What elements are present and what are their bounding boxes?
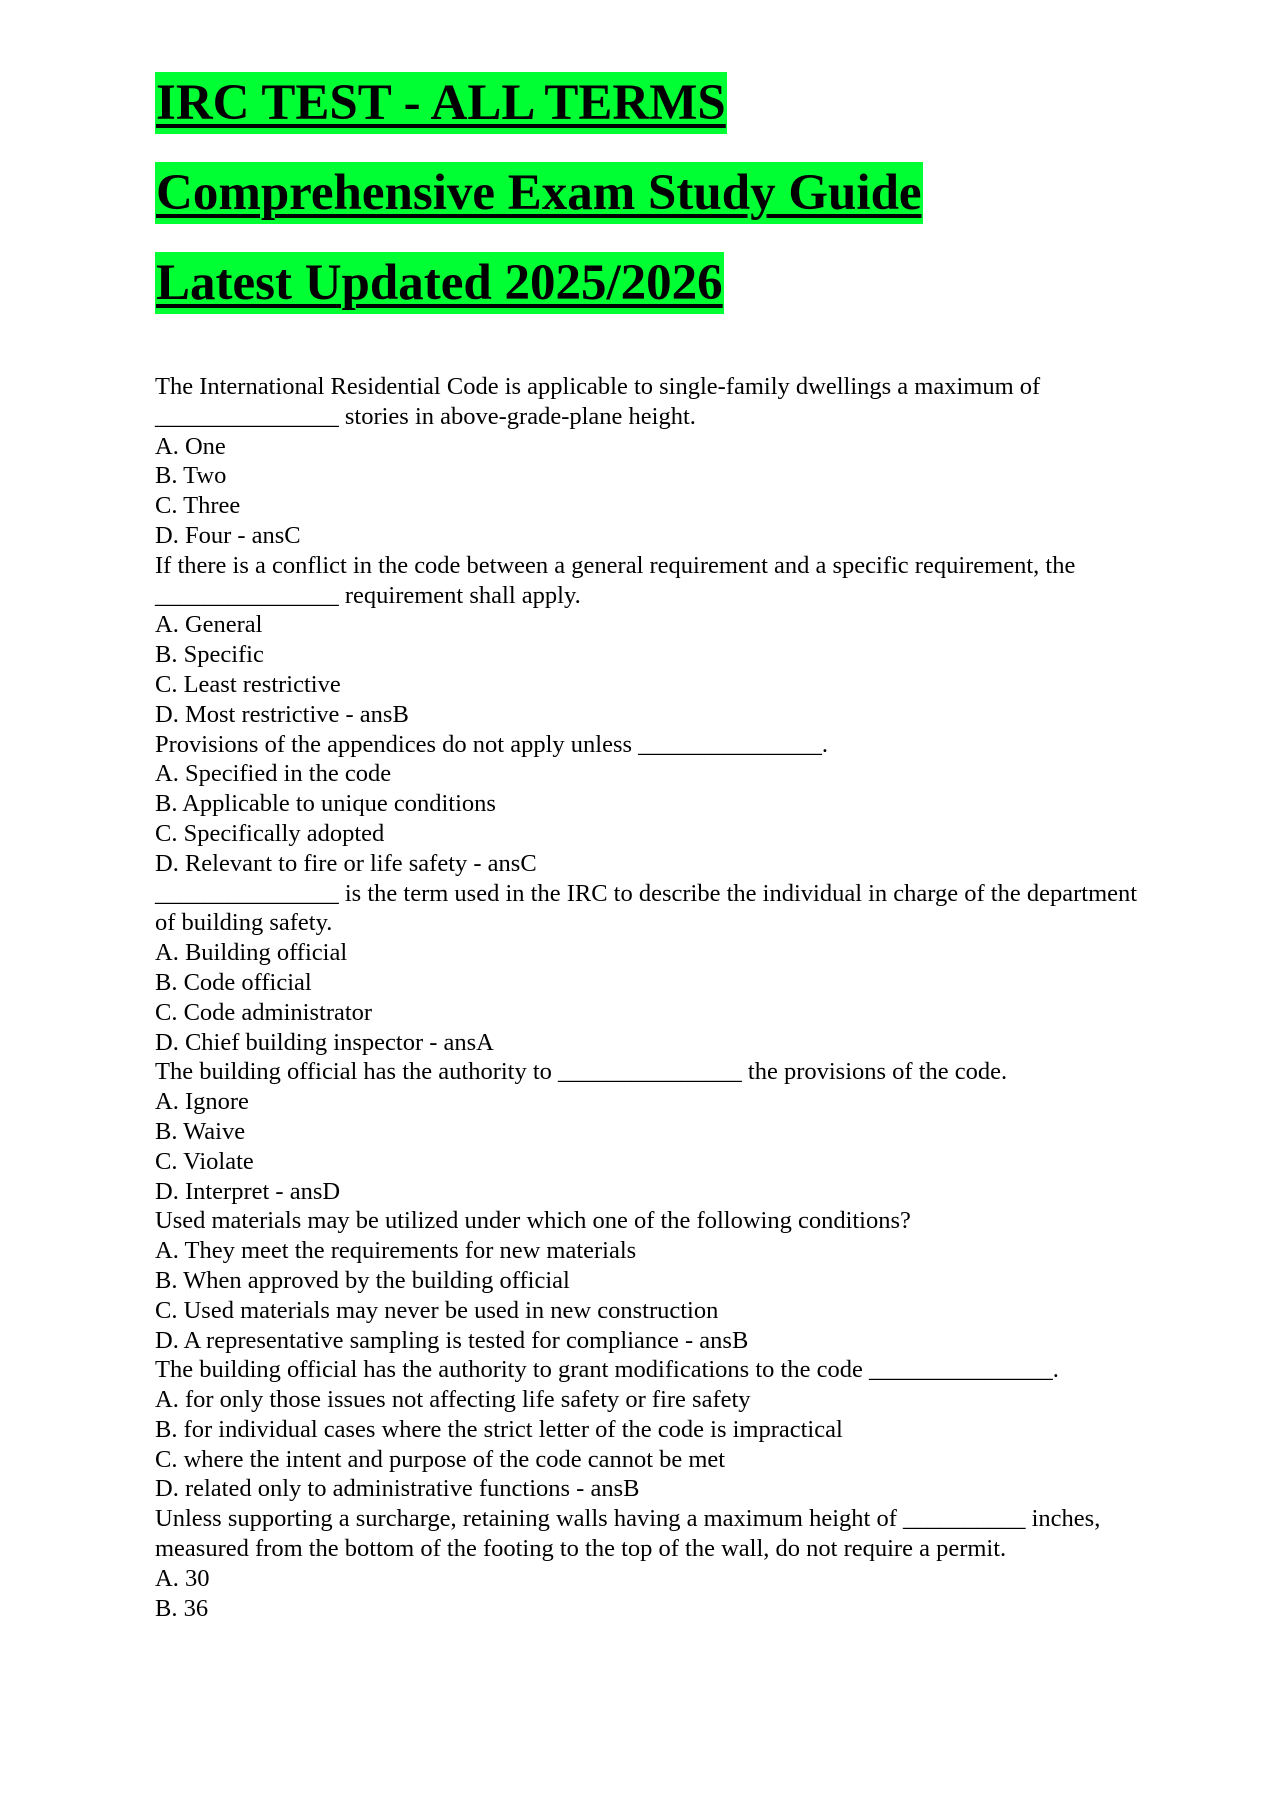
question-item (155, 1206, 1155, 1355)
answer-option: A. Ignore (155, 1088, 249, 1116)
question-text: _______________ is the term used in the IRC to describe the individual in charge of the department of building safety. (155, 879, 1138, 937)
answer-option: D. A representative sampling is tested for compliance - ansB (155, 1326, 749, 1354)
answer-option: B. Two (155, 462, 227, 490)
answer-option: D. Most restrictive - ansB (155, 700, 409, 728)
title-line-3: Latest Updated 2025/2026 (155, 252, 1155, 342)
answer-option: D. Relevant to fire or life safety - ansC (155, 849, 537, 877)
answer-option: B. 36 (155, 1594, 209, 1622)
answer-option: A. 30 (155, 1564, 210, 1592)
answer-option: D. Chief building inspector - ansA (155, 1028, 494, 1056)
answer-option: C. Code administrator (155, 998, 373, 1026)
question-item (155, 1057, 1155, 1206)
question-text: Used materials may be utilized under which one of the following conditions? (155, 1207, 911, 1235)
answer-option: B. for individual cases where the strict letter of the code is impractical (155, 1415, 843, 1443)
question-item (155, 879, 1155, 1058)
question-item (155, 1355, 1155, 1504)
answer-option: B. Waive (155, 1117, 246, 1145)
question-text: Provisions of the appendices do not apply unless _______________. (155, 730, 829, 758)
answer-option: C. where the intent and purpose of the code cannot be met (155, 1445, 726, 1473)
answer-option: A. for only those issues not affecting life safety or fire safety (155, 1386, 751, 1414)
answer-option: C. Specifically adopted (155, 819, 385, 847)
question-item (155, 551, 1155, 730)
question-item (155, 730, 1155, 879)
question-text: If there is a conflict in the code between a general requirement and a specific requirement, the _______________ requirement shall apply. (155, 551, 1076, 609)
answer-option: D. related only to administrative functions - ansB (155, 1475, 640, 1503)
answer-option: A. General (155, 611, 263, 639)
document-page (155, 72, 1155, 1622)
question-item (155, 372, 1155, 551)
answer-option: C. Used materials may never be used in new construction (155, 1296, 719, 1324)
answer-option: C. Three (155, 492, 241, 520)
answer-option: A. They meet the requirements for new materials (155, 1237, 637, 1265)
question-list (155, 372, 1155, 1623)
answer-option: C. Violate (155, 1147, 254, 1175)
answer-option: A. One (155, 432, 226, 460)
title-line-2: Comprehensive Exam Study Guide (155, 162, 1155, 252)
question-item (155, 1504, 1155, 1623)
question-text: The International Residential Code is applicable to single-family dwellings a maximum of _______________ stories in above-grade-plane height. (155, 373, 1041, 430)
answer-option: C. Least restrictive (155, 670, 341, 698)
answer-option: B. Specific (155, 641, 264, 669)
answer-option: B. Code official (155, 968, 312, 996)
answer-option: B. Applicable to unique conditions (155, 790, 496, 818)
answer-option: A. Specified in the code (155, 760, 392, 788)
answer-option: D. Interpret - ansD (155, 1177, 341, 1205)
title-line-1: IRC TEST - ALL TERMS (155, 72, 1155, 162)
answer-option: D. Four - ansC (155, 521, 301, 549)
answer-option: B. When approved by the building official (155, 1266, 570, 1294)
question-text: The building official has the authority to _______________ the provisions of the code. (155, 1058, 1008, 1086)
question-text: The building official has the authority to grant modifications to the code _______________. (155, 1356, 1059, 1384)
answer-option: A. Building official (155, 939, 348, 967)
question-text: Unless supporting a surcharge, retaining walls having a maximum height of __________ inches, measured from the bottom of the footing to the top of the wall, do not require a permit. (155, 1505, 1101, 1563)
document-title (155, 72, 1155, 342)
